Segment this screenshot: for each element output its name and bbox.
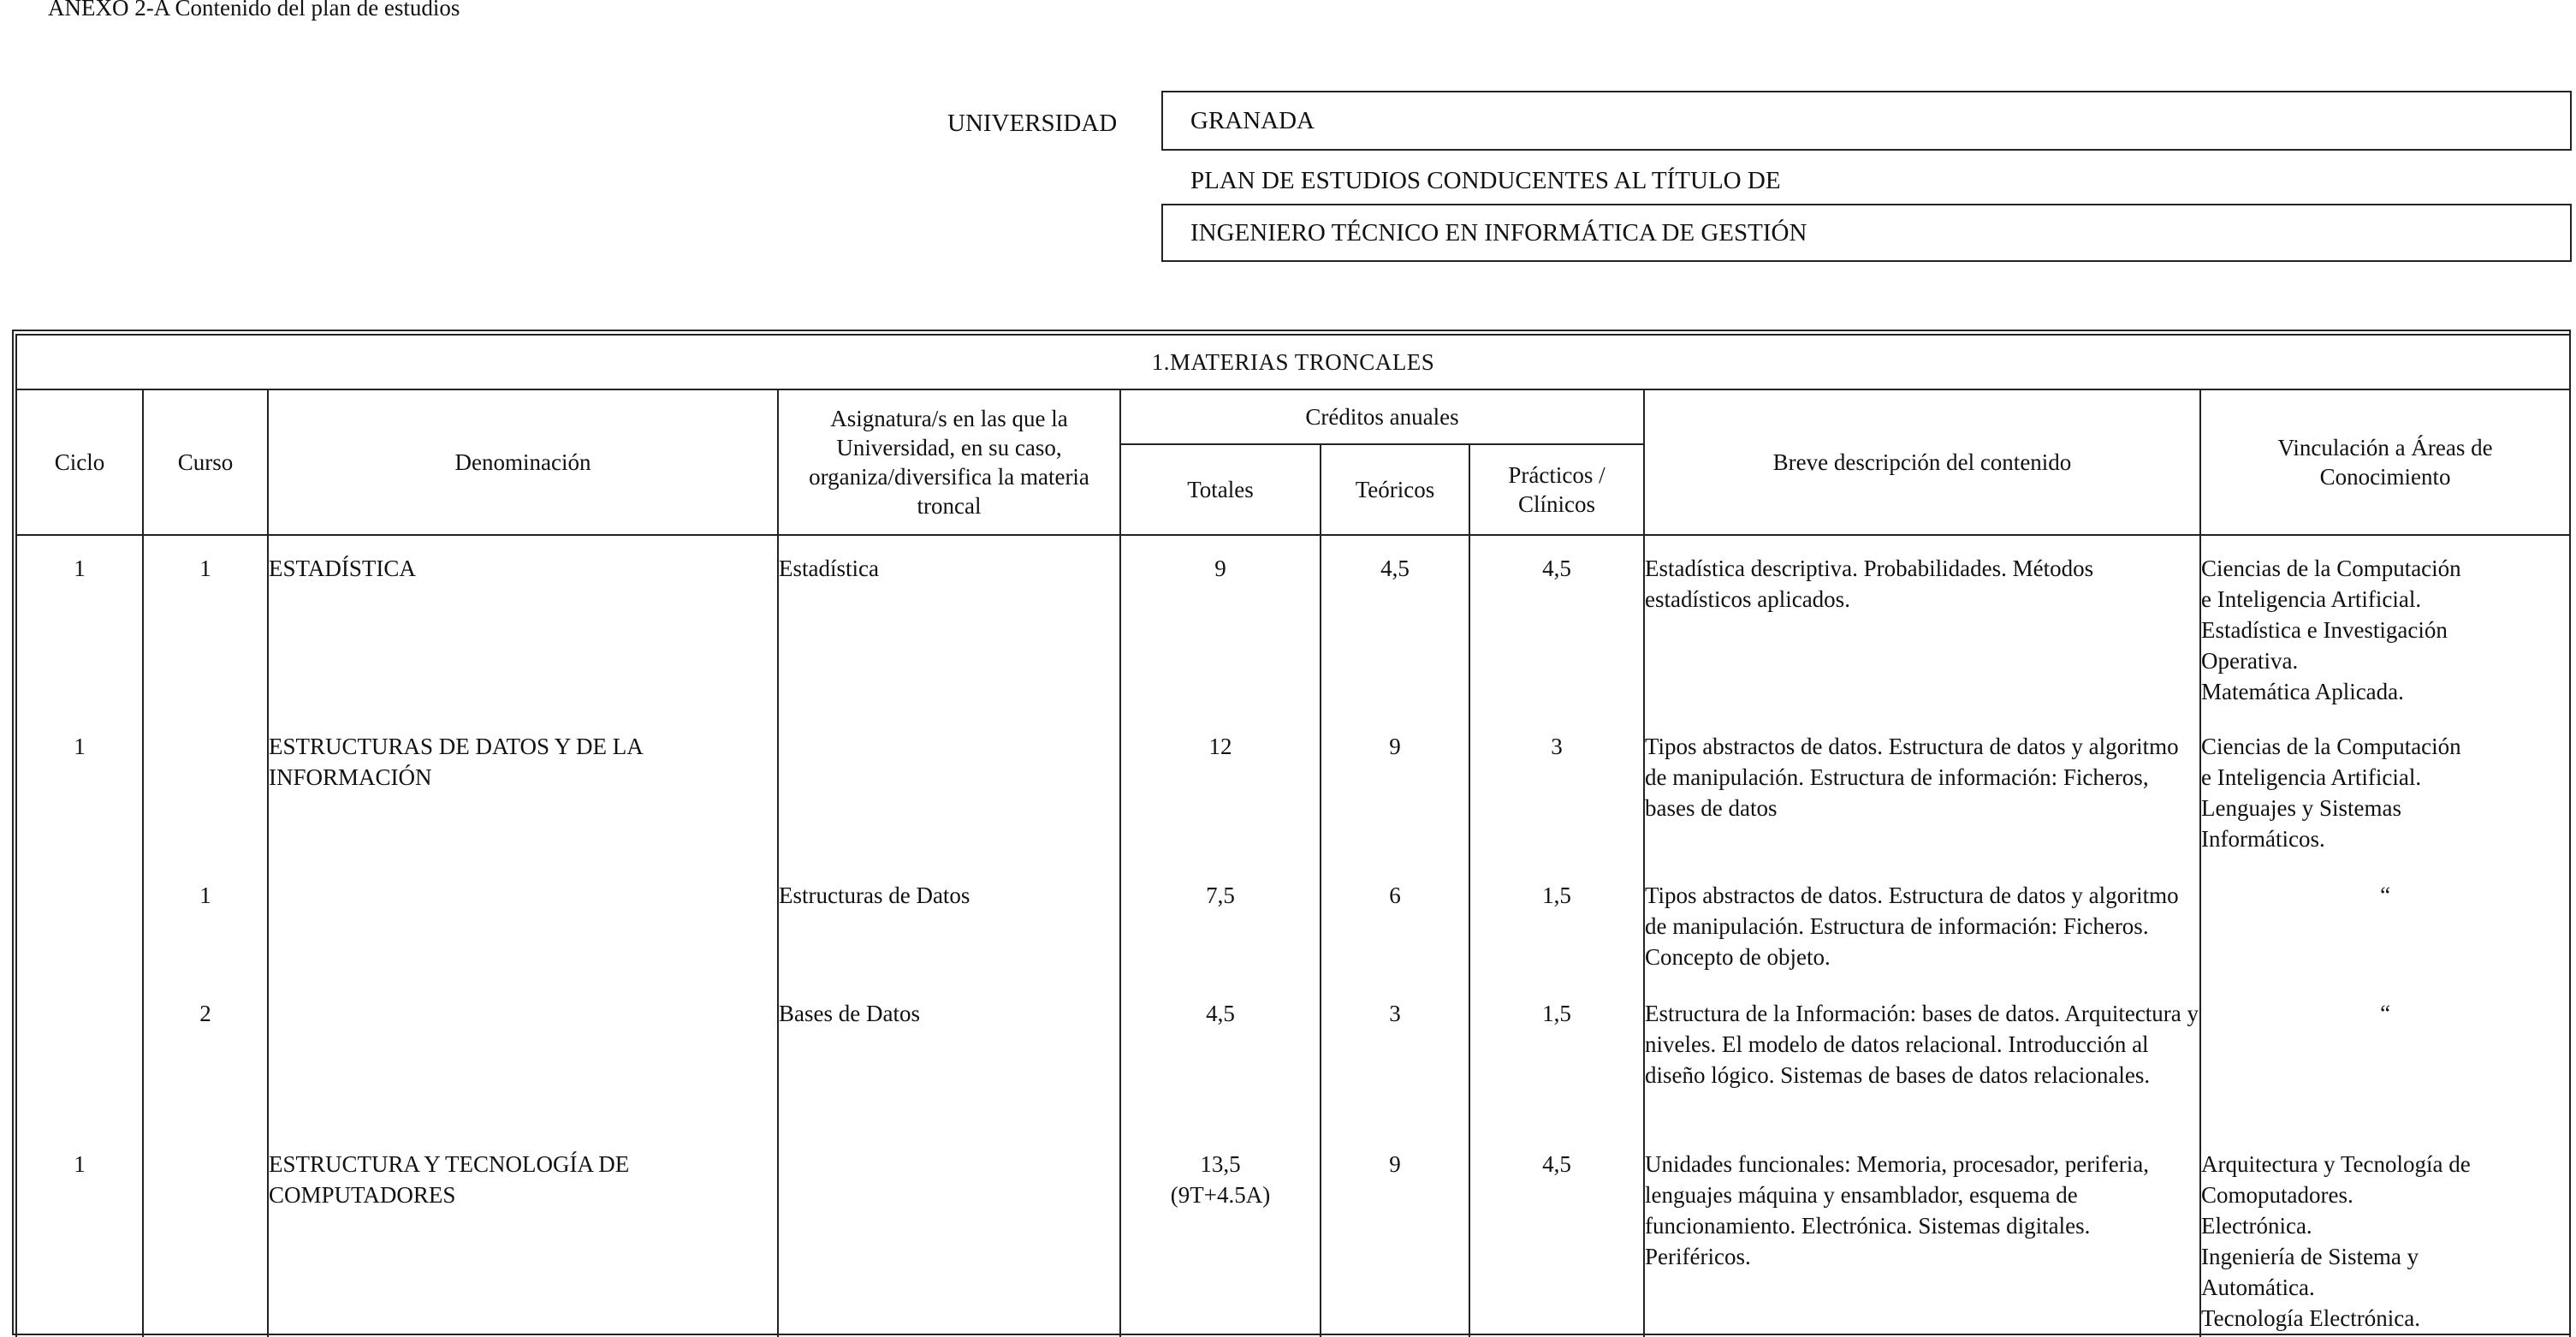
plan-label: PLAN DE ESTUDIOS CONDUCENTES AL TÍTULO DE [1190, 167, 1781, 194]
area-line: Matemática Aplicada. [2201, 679, 2404, 704]
descripcion-cell: Unidades funcionales: Memoria, procesador, periferia, lenguajes máquina y ensamblador, esquema de funcionamiento. Electrónica. Sistemas digitales. Periféricos. [1644, 1145, 2200, 1337]
col-curso: Curso [143, 389, 268, 535]
descripcion-cell: Tipos abstractos de datos. Estructura de datos y algoritmo de manipulación. Estructura de información: Ficheros. Concepto de objeto. [1644, 876, 2200, 995]
table-row [16, 876, 2570, 995]
asignatura-cell [778, 728, 1120, 876]
practicos-cell: 1,5 [1469, 876, 1644, 995]
area-line: Electrónica. [2201, 1213, 2312, 1239]
annex-heading: ANEXO 2-A Contenido del plan de estudios [48, 0, 460, 21]
area-line: Informáticos. [2201, 826, 2325, 852]
col-descripcion: Breve descripción del contenido [1644, 389, 2200, 535]
denominacion-cell: ESTRUCTURA Y TECNOLOGÍA DE COMPUTADORES [268, 1145, 778, 1337]
areas-cell [2200, 1145, 2570, 1337]
area-line: Ingeniería de Sistema y [2201, 1244, 2419, 1269]
areas-cell: “ [2200, 876, 2570, 995]
ciclo-cell: 1 [16, 1145, 143, 1337]
areas-cell [2200, 535, 2570, 728]
university-value: GRANADA [1190, 106, 1315, 134]
totales-cell [1120, 535, 1321, 728]
totales-cell [1120, 995, 1321, 1145]
totales-cell [1120, 728, 1321, 876]
asignatura-cell: Estadística [778, 535, 1120, 728]
table-row [16, 728, 2570, 876]
section-title: 1.MATERIAS TRONCALES [16, 335, 2570, 389]
degree-title-field [1161, 204, 2572, 262]
area-line: Arquitectura y Tecnología de [2201, 1151, 2471, 1177]
descripcion-cell: Tipos abstractos de datos. Estructura de datos y algoritmo de manipulación. Estructura de información: Ficheros, bases de datos [1644, 728, 2200, 876]
practicos-cell: 4,5 [1469, 535, 1644, 728]
totales-value: 4,5 [1206, 1001, 1235, 1026]
area-line: Estadística e Investigación [2201, 617, 2448, 643]
area-line: e Inteligencia Artificial. [2201, 764, 2422, 790]
curso-cell [143, 1145, 268, 1337]
areas-cell [2200, 728, 2570, 876]
curso-cell: 1 [143, 535, 268, 728]
area-line: Tecnología Electrónica. [2201, 1305, 2420, 1331]
university-field [1161, 91, 2572, 151]
curso-cell: 2 [143, 995, 268, 1145]
totales-cell [1120, 1145, 1321, 1337]
totales-value: 12 [1208, 734, 1232, 759]
practicos-cell: 4,5 [1469, 1145, 1644, 1337]
ciclo-cell [16, 876, 143, 995]
col-vinculacion: Vinculación a Áreas de Conocimiento [2200, 389, 2570, 535]
table-row [16, 535, 2570, 728]
curso-cell: 1 [143, 876, 268, 995]
totales-cell [1120, 876, 1321, 995]
materias-troncales-table [15, 334, 2571, 1337]
area-line: Comoputadores. [2201, 1182, 2353, 1208]
teoricos-cell: 9 [1321, 728, 1469, 876]
area-line: Automática. [2201, 1275, 2315, 1300]
totales-breakdown: (9T+4.5A) [1170, 1182, 1271, 1208]
denominacion-cell: ESTADÍSTICA [268, 535, 778, 728]
denominacion-cell: ESTRUCTURAS DE DATOS Y DE LA INFORMACIÓN [268, 728, 778, 876]
denominacion-cell [268, 995, 778, 1145]
curso-cell [143, 728, 268, 876]
totales-value: 13,5 [1200, 1151, 1241, 1177]
col-asignaturas: Asignatura/s en las que la Universidad, en su caso, organiza/diversifica la materia troncal [778, 389, 1120, 535]
teoricos-cell: 6 [1321, 876, 1469, 995]
practicos-cell: 3 [1469, 728, 1644, 876]
university-label: UNIVERSIDAD [947, 110, 1118, 137]
asignatura-cell: Estructuras de Datos [778, 876, 1120, 995]
col-totales: Totales [1120, 444, 1321, 535]
table-row [16, 995, 2570, 1145]
totales-value: 7,5 [1206, 882, 1235, 908]
col-practicos: Prácticos / Clínicos [1469, 444, 1644, 535]
denominacion-cell [268, 876, 778, 995]
degree-title: INGENIERO TÉCNICO EN INFORMÁTICA DE GESTIÓN [1190, 218, 1807, 247]
ciclo-cell [16, 995, 143, 1145]
table-row [16, 1145, 2570, 1337]
teoricos-cell: 4,5 [1321, 535, 1469, 728]
descripcion-cell: Estructura de la Información: bases de datos. Arquitectura y niveles. El modelo de datos relacional. Introducción al diseño lógico. Sistemas de bases de datos relacionales. [1644, 995, 2200, 1145]
ciclo-cell: 1 [16, 535, 143, 728]
col-teoricos: Teóricos [1321, 444, 1469, 535]
teoricos-cell: 3 [1321, 995, 1469, 1145]
area-line: Ciencias de la Computación [2201, 556, 2461, 581]
areas-cell: “ [2200, 995, 2570, 1145]
area-line: Ciencias de la Computación [2201, 734, 2461, 759]
teoricos-cell: 9 [1321, 1145, 1469, 1337]
col-creditos: Créditos anuales [1120, 389, 1644, 444]
col-ciclo: Ciclo [16, 389, 143, 535]
area-line: Operativa. [2201, 648, 2299, 674]
asignatura-cell [778, 1145, 1120, 1337]
asignatura-cell: Bases de Datos [778, 995, 1120, 1145]
practicos-cell: 1,5 [1469, 995, 1644, 1145]
col-denominacion: Denominación [268, 389, 778, 535]
ciclo-cell: 1 [16, 728, 143, 876]
descripcion-cell: Estadística descriptiva. Probabilidades. Métodos estadísticos aplicados. [1644, 535, 2200, 728]
totales-value: 9 [1214, 556, 1226, 581]
area-line: Lenguajes y Sistemas [2201, 795, 2401, 821]
area-line: e Inteligencia Artificial. [2201, 586, 2422, 612]
